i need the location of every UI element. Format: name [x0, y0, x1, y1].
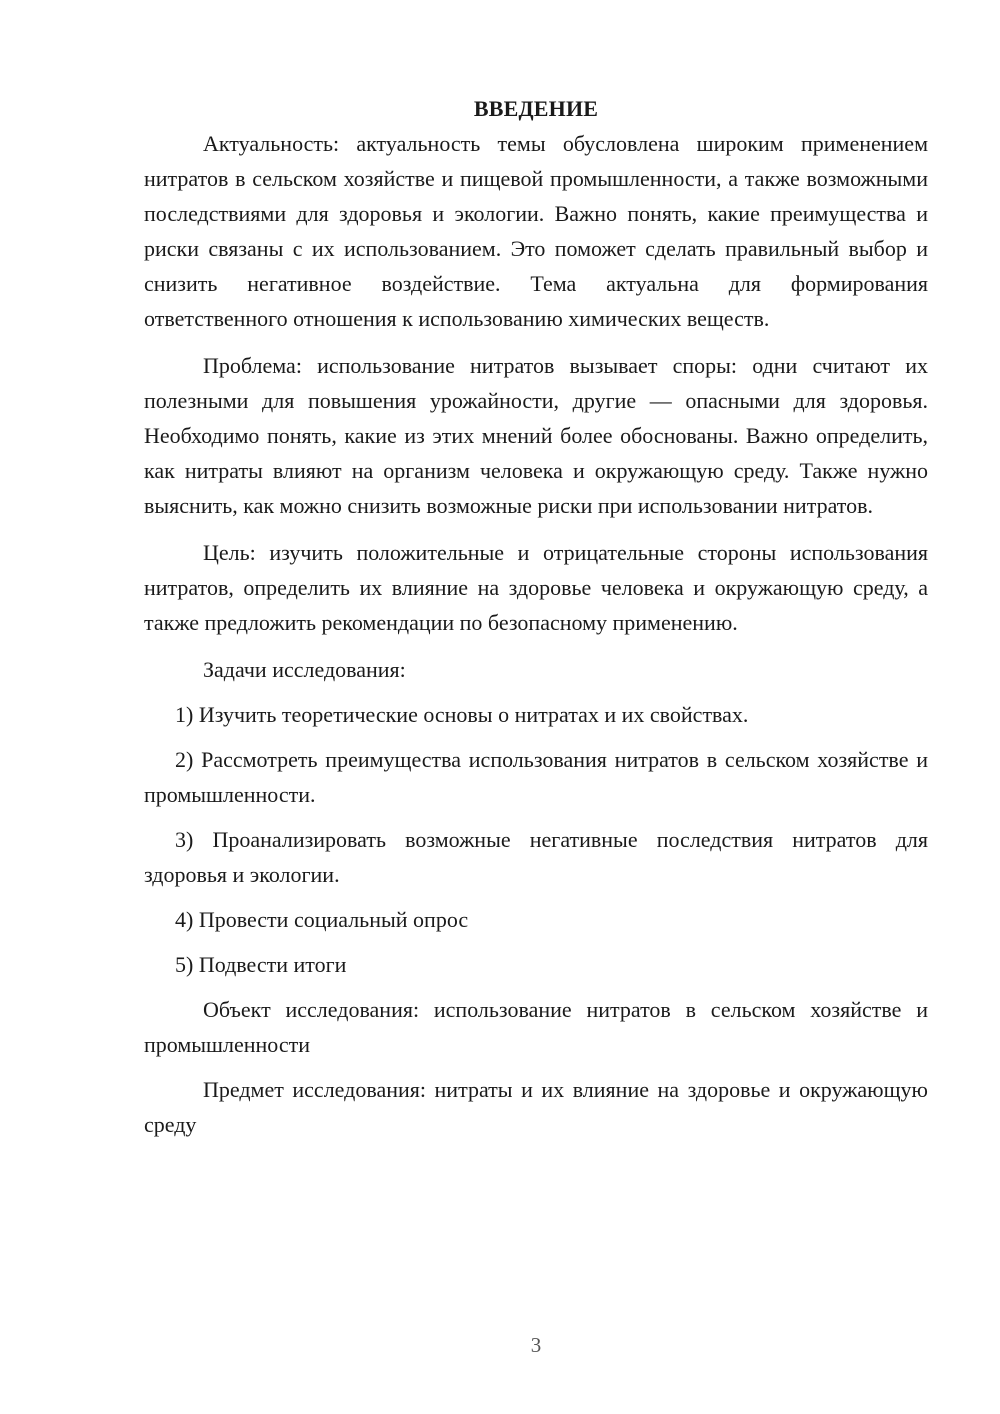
- task-item: 3) Проанализировать возможные негативные последствия нитратов для здоровья и экологии.: [144, 827, 928, 887]
- relevance-paragraph: Актуальность: актуальность темы обусловлена широким применением нитратов в сельском хозяйстве и пищевой промышленности, а также возможными последствиями для здоровья и экологии. Важно понять, какие преимущества и риски связаны с их использованием. Это поможет сделать правильный выбор и снизить негативное воздействие. Тема актуальна для формирования ответственного отношения к использованию химических веществ.: [144, 131, 928, 331]
- task-item: 2) Рассмотреть преимущества использования нитратов в сельском хозяйстве и промышленности.: [144, 747, 928, 807]
- subject-paragraph: Предмет исследования: нитраты и их влияние на здоровье и окружающую среду: [144, 1077, 928, 1137]
- page-number: 3: [530, 1333, 542, 1357]
- task-item: 5) Подвести итоги: [175, 952, 347, 977]
- document-page: [144, 92, 928, 1142]
- goal-paragraph: Цель: изучить положительные и отрицательные стороны использования нитратов, определить их влияние на здоровье человека и окружающую среду, а также предложить рекомендации по безопасному применению.: [144, 540, 928, 635]
- page-title: ВВЕДЕНИЕ: [473, 96, 599, 121]
- problem-paragraph: Проблема: использование нитратов вызывает споры: одни считают их полезными для повышения урожайности, другие — опасными для здоровья. Необходимо понять, какие из этих мнений более обоснованы. Важно определить, как нитраты влияют на организм человека и окружающую среду. Также нужно выяснить, как можно снизить возможные риски при использовании нитратов.: [144, 353, 928, 518]
- tasks-title: Задачи исследования:: [203, 657, 406, 682]
- object-paragraph: Объект исследования: использование нитратов в сельском хозяйстве и промышленности: [144, 997, 928, 1057]
- task-item: 1) Изучить теоретические основы о нитратах и их свойствах.: [175, 702, 749, 727]
- task-item: 4) Провести социальный опрос: [175, 907, 469, 932]
